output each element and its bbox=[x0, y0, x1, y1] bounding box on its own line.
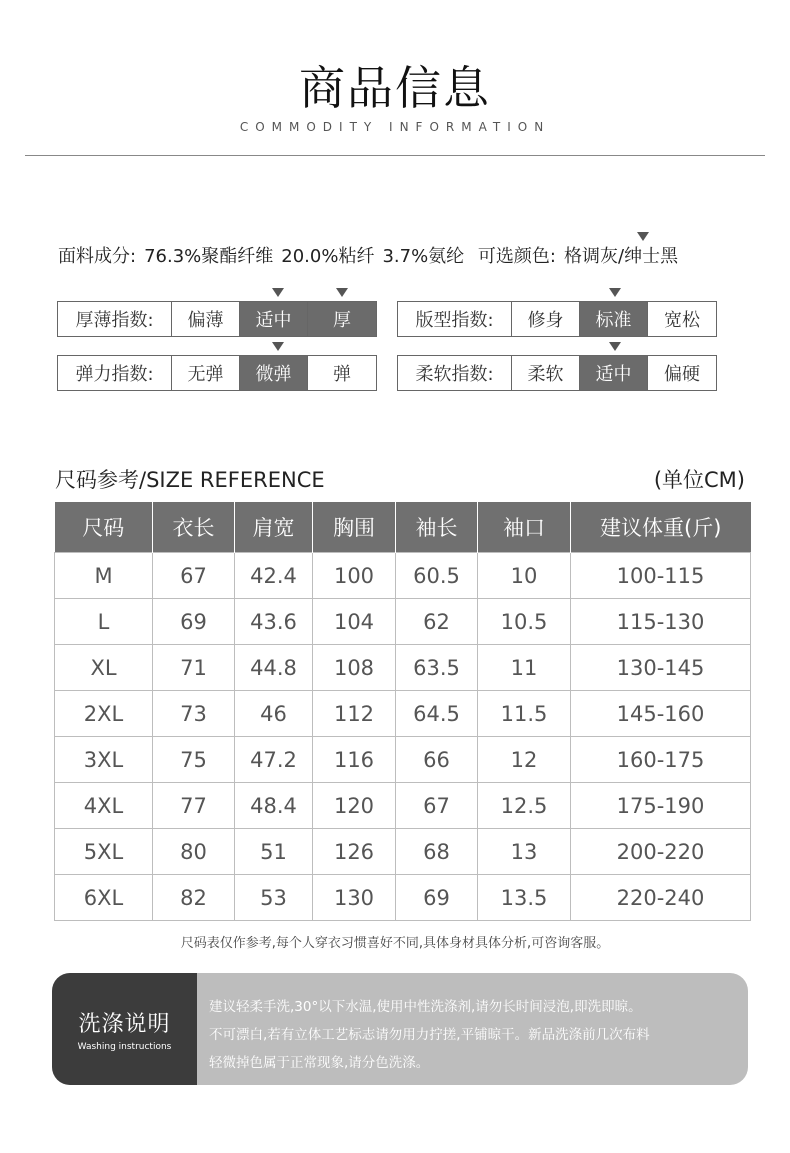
fabric-label: 面料成分: bbox=[58, 246, 137, 267]
washing-instructions-panel bbox=[52, 973, 748, 1085]
column-header: 衣长 bbox=[153, 502, 235, 553]
table-cell: 48.4 bbox=[235, 783, 313, 829]
table-cell: L bbox=[55, 599, 153, 645]
index-option: 厚 bbox=[308, 302, 376, 336]
index-label: 厚薄指数: bbox=[58, 302, 172, 336]
fabric-part: 76.3%聚酯纤维 bbox=[144, 246, 274, 267]
column-header: 肩宽 bbox=[235, 502, 313, 553]
color-label: 可选颜色: bbox=[477, 246, 556, 267]
table-cell: 66 bbox=[396, 737, 478, 783]
table-cell: 130-145 bbox=[571, 645, 751, 691]
table-cell: 200-220 bbox=[571, 829, 751, 875]
table-cell: M bbox=[55, 553, 153, 599]
table-row bbox=[55, 553, 751, 599]
table-cell: 5XL bbox=[55, 829, 153, 875]
index-option: 偏硬 bbox=[664, 364, 700, 385]
fabric-part: 3.7%氨纶 bbox=[382, 246, 465, 267]
table-cell: 77 bbox=[153, 783, 235, 829]
table-cell: 67 bbox=[153, 553, 235, 599]
table-cell: 75 bbox=[153, 737, 235, 783]
softness-index bbox=[397, 355, 717, 391]
table-cell: 100-115 bbox=[571, 553, 751, 599]
index-option: 柔软 bbox=[512, 356, 580, 390]
index-option: 偏薄 bbox=[172, 302, 240, 336]
table-cell: 112 bbox=[313, 691, 396, 737]
divider bbox=[25, 155, 765, 156]
table-cell: 68 bbox=[396, 829, 478, 875]
table-row bbox=[55, 737, 751, 783]
selection-marker-icon bbox=[336, 288, 348, 297]
thickness-index bbox=[57, 301, 377, 337]
size-unit: (单位CM) bbox=[653, 468, 745, 492]
column-header: 尺码 bbox=[55, 502, 153, 553]
index-option: 宽松 bbox=[664, 310, 700, 331]
selection-marker-icon bbox=[637, 232, 649, 241]
table-cell: 175-190 bbox=[571, 783, 751, 829]
table-cell: 64.5 bbox=[396, 691, 478, 737]
table-cell: 11 bbox=[478, 645, 571, 691]
size-note: 尺码表仅作参考,每个人穿衣习惯喜好不同,具体身材具体分析,可咨询客服。 bbox=[180, 936, 610, 951]
table-cell: 12.5 bbox=[478, 783, 571, 829]
table-cell: 44.8 bbox=[235, 645, 313, 691]
table-cell: 67 bbox=[396, 783, 478, 829]
selection-marker-icon bbox=[609, 342, 621, 351]
table-cell: 53 bbox=[235, 875, 313, 921]
table-cell: 10 bbox=[478, 553, 571, 599]
elasticity-index bbox=[57, 355, 377, 391]
washing-line: 建议轻柔手洗,30°以下水温,使用中性洗涤剂,请勿长时间浸泡,即洗即晾。 bbox=[209, 999, 642, 1015]
index-option: 修身 bbox=[512, 302, 580, 336]
washing-subtitle: Washing instructions bbox=[77, 1041, 172, 1052]
index-label: 弹力指数: bbox=[58, 356, 172, 390]
washing-title-block bbox=[52, 973, 197, 1085]
table-cell: 13.5 bbox=[478, 875, 571, 921]
column-header: 建议体重(斤) bbox=[571, 502, 751, 553]
table-cell: 47.2 bbox=[235, 737, 313, 783]
table-cell: 145-160 bbox=[571, 691, 751, 737]
table-cell: 11.5 bbox=[478, 691, 571, 737]
fit-index bbox=[397, 301, 717, 337]
table-cell: 108 bbox=[313, 645, 396, 691]
table-row bbox=[55, 691, 751, 737]
table-header-row bbox=[55, 502, 751, 553]
column-header: 袖口 bbox=[478, 502, 571, 553]
column-header: 袖长 bbox=[396, 502, 478, 553]
selection-marker-icon bbox=[272, 288, 284, 297]
composition-line bbox=[58, 242, 686, 268]
index-option: 弹 bbox=[333, 364, 351, 385]
color-value: 格调灰/绅士黑 bbox=[564, 246, 679, 267]
index-option-selected: 适中 bbox=[580, 356, 648, 390]
table-row bbox=[55, 645, 751, 691]
table-row bbox=[55, 875, 751, 921]
table-cell: 220-240 bbox=[571, 875, 751, 921]
table-cell: 46 bbox=[235, 691, 313, 737]
index-option-selected: 标准 bbox=[580, 302, 648, 336]
washing-line: 不可漂白,若有立体工艺标志请勿用力拧搓,平铺晾干。新品洗涤前几次布料 bbox=[209, 1027, 650, 1043]
table-cell: 43.6 bbox=[235, 599, 313, 645]
table-cell: 60.5 bbox=[396, 553, 478, 599]
size-table bbox=[54, 502, 751, 921]
column-header: 胸围 bbox=[313, 502, 396, 553]
table-cell: 73 bbox=[153, 691, 235, 737]
table-row bbox=[55, 829, 751, 875]
table-cell: 13 bbox=[478, 829, 571, 875]
table-cell: 82 bbox=[153, 875, 235, 921]
table-cell: XL bbox=[55, 645, 153, 691]
table-cell: 130 bbox=[313, 875, 396, 921]
table-cell: 51 bbox=[235, 829, 313, 875]
table-cell: 10.5 bbox=[478, 599, 571, 645]
selection-marker-icon bbox=[609, 288, 621, 297]
table-cell: 42.4 bbox=[235, 553, 313, 599]
page-title: 商品信息 bbox=[299, 61, 491, 115]
table-cell: 116 bbox=[313, 737, 396, 783]
size-reference-title: 尺码参考/SIZE REFERENCE bbox=[55, 468, 325, 492]
table-cell: 62 bbox=[396, 599, 478, 645]
index-label: 版型指数: bbox=[398, 302, 512, 336]
table-cell: 115-130 bbox=[571, 599, 751, 645]
index-option: 无弹 bbox=[172, 356, 240, 390]
table-cell: 104 bbox=[313, 599, 396, 645]
washing-title: 洗涤说明 bbox=[78, 1011, 171, 1037]
table-cell: 69 bbox=[396, 875, 478, 921]
table-cell: 100 bbox=[313, 553, 396, 599]
table-cell: 71 bbox=[153, 645, 235, 691]
index-label: 柔软指数: bbox=[398, 356, 512, 390]
table-cell: 2XL bbox=[55, 691, 153, 737]
table-cell: 3XL bbox=[55, 737, 153, 783]
table-cell: 120 bbox=[313, 783, 396, 829]
table-cell: 126 bbox=[313, 829, 396, 875]
table-row bbox=[55, 783, 751, 829]
table-cell: 80 bbox=[153, 829, 235, 875]
table-cell: 69 bbox=[153, 599, 235, 645]
table-cell: 160-175 bbox=[571, 737, 751, 783]
table-cell: 63.5 bbox=[396, 645, 478, 691]
selection-marker-icon bbox=[272, 342, 284, 351]
washing-text bbox=[197, 973, 748, 1085]
fabric-part: 20.0%粘纤 bbox=[281, 246, 375, 267]
table-row bbox=[55, 599, 751, 645]
washing-line: 轻微掉色属于正常现象,请分色洗涤。 bbox=[209, 1055, 430, 1071]
table-cell: 12 bbox=[478, 737, 571, 783]
table-cell: 6XL bbox=[55, 875, 153, 921]
index-option-selected: 适中 bbox=[240, 302, 308, 336]
page-subtitle: COMMODITY INFORMATION bbox=[239, 120, 551, 134]
table-cell: 4XL bbox=[55, 783, 153, 829]
index-option-selected: 微弹 bbox=[240, 356, 308, 390]
